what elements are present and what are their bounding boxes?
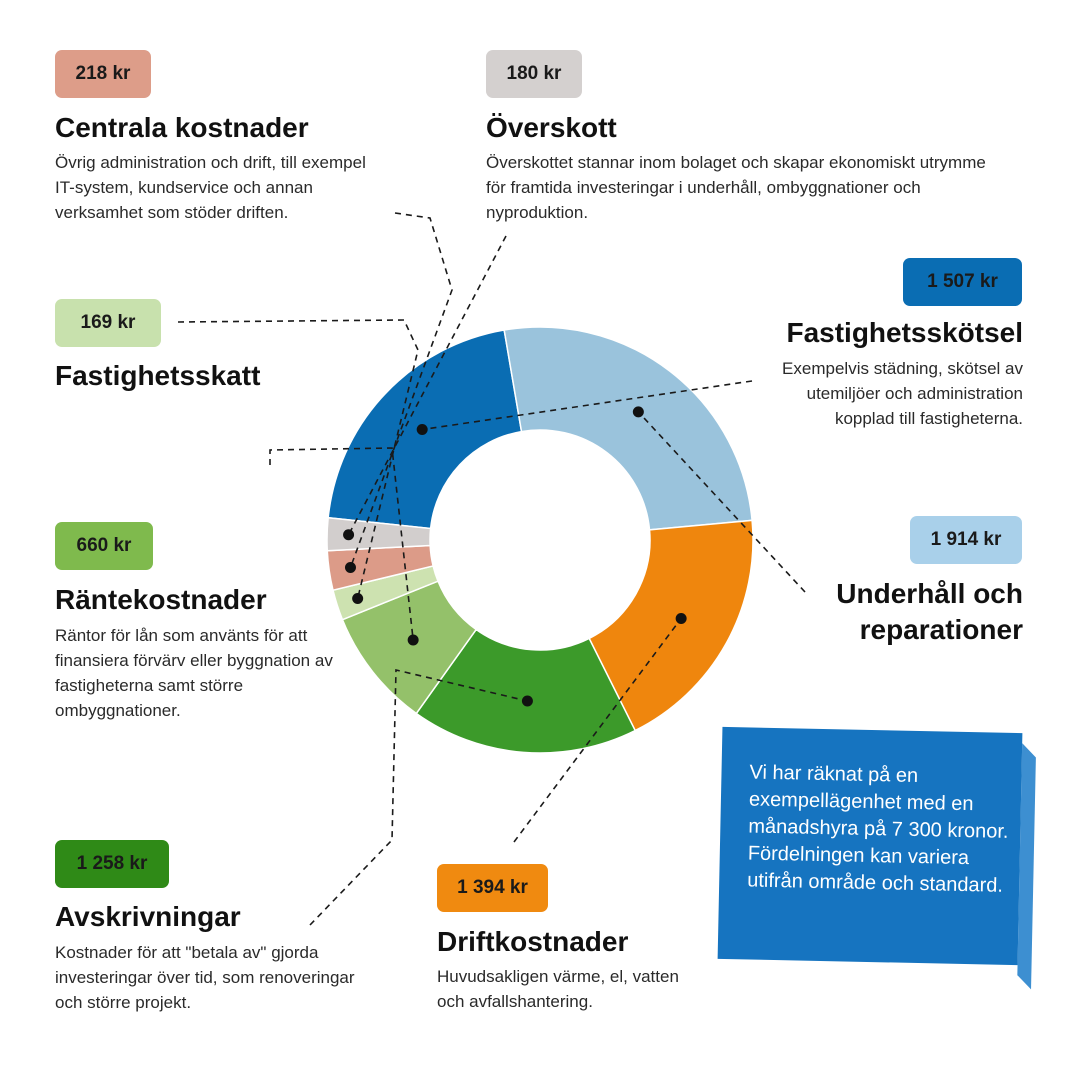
- title-fastighetsskatt: Fastighetsskatt: [55, 360, 261, 391]
- dot-avskrivningar: [522, 696, 533, 707]
- slice-underhall: [504, 327, 752, 530]
- desc-avskrivningar: Kostnader för att "betala av" gjorda investeringar över tid, som renoveringar och större projekt.: [55, 943, 355, 1012]
- badge-centrala-kostnader: 218 kr: [55, 50, 151, 98]
- badge-fastighetsskatt: 169 kr: [55, 299, 161, 347]
- title-fastighetsskotsel: Fastighetsskötsel: [786, 317, 1023, 348]
- callout-text: Vi har räknat på en exempellägenhet med en månadshyra på 7 300 kronor. Fördelningen kan variera utifrån område och standard.: [747, 761, 1009, 897]
- title-avskrivningar: Avskrivningar: [55, 901, 241, 932]
- desc-overskott: Överskottet stannar inom bolaget och skapar ekonomiskt utrymme för framtida investeringar i underhåll, ombyggnationer och nyproduktion.: [486, 153, 986, 222]
- badge-rantekostnader: 660 kr: [55, 522, 153, 570]
- badge-fastighetsskotsel: 1 507 kr: [903, 258, 1022, 306]
- desc-driftkostnader: Huvudsakligen värme, el, vatten och avfallshantering.: [437, 967, 679, 1011]
- desc-rantekostnader: Räntor för lån som använts för att finansiera förvärv eller byggnation av fastigheterna samt större ombyggnationer.: [55, 626, 333, 720]
- dot-fastighetsskatt: [352, 593, 363, 604]
- dot-driftkostnader: [676, 613, 687, 624]
- desc-centrala-kostnader: Övrig administration och drift, till exempel IT-system, kundservice och annan verksamhet som stöder driften.: [55, 153, 366, 222]
- badge-driftkostnader: 1 394 kr: [437, 864, 548, 912]
- desc-fastighetsskotsel: Exempelvis städning, skötsel av utemiljöer och administration kopplad till fastigheterna.: [782, 359, 1023, 428]
- title-centrala-kostnader: Centrala kostnader: [55, 112, 309, 143]
- badge-overskott: 180 kr: [486, 50, 582, 98]
- title-driftkostnader: Driftkostnader: [437, 926, 629, 957]
- dot-underhall: [633, 406, 644, 417]
- info-callout: [718, 727, 1023, 965]
- title-rantekostnader: Räntekostnader: [55, 584, 267, 615]
- title-underhall: Underhåll och reparationer: [836, 578, 1023, 645]
- badge-underhall: 1 914 kr: [910, 516, 1022, 564]
- dot-centrala: [345, 562, 356, 573]
- dot-rantekostnader: [408, 634, 419, 645]
- dot-fastighetsskotsel: [417, 424, 428, 435]
- title-overskott: Överskott: [486, 112, 617, 143]
- badge-avskrivningar: 1 258 kr: [55, 840, 169, 888]
- dot-overskott: [343, 529, 354, 540]
